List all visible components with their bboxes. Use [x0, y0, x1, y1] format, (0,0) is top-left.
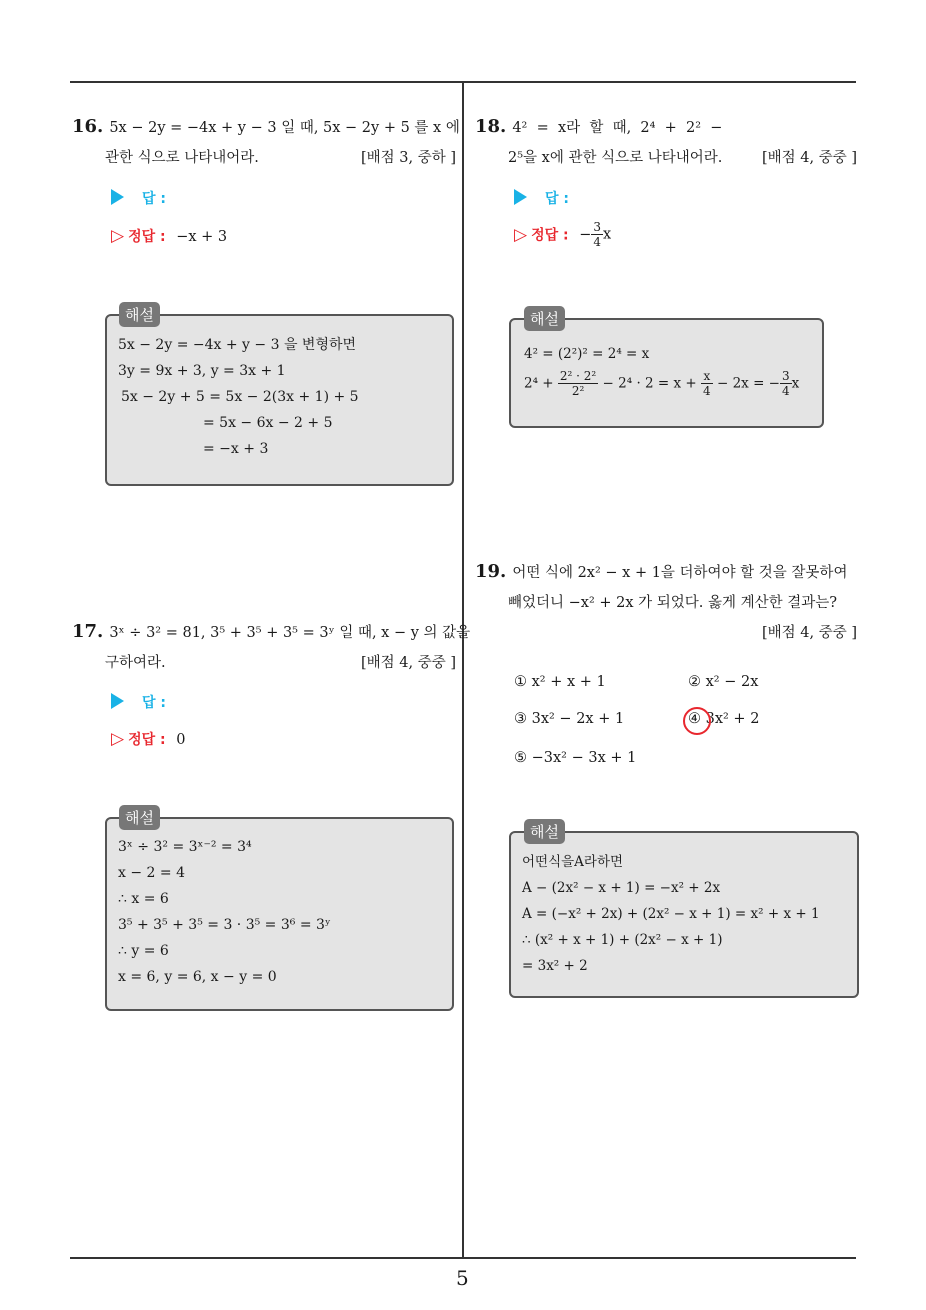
problem-16 [72, 112, 460, 173]
solution-18: 4² = (2²)² = 2⁴ = x 2⁴ + $\frac{\text{2² · 2²}}{\text{2²}}$ − 2⁴ · 2 = x + $\frac{x}{4}$ − 2x = − $\frac{3}{4}$ x [524, 346, 800, 398]
problem-17-score: [배점 4, 중중 ] [360, 655, 456, 671]
choice-3[interactable]: ③ 3x² − 2x + 1 [514, 711, 625, 727]
answer-field-17[interactable]: 답 : [111, 692, 166, 712]
solution-tag-17: 해설 [119, 805, 160, 830]
choice-4[interactable]: ④ 3x² + 2 [688, 711, 760, 727]
problem-19-line2: 빼었더니 −x² + 2x 가 되었다. 옳게 계산한 결과는? [508, 595, 838, 611]
solution-18-line2: 2⁴ + $\frac{\text{2² · 2²}}{\text{2²}}$ − 2⁴ · 2 = x + $\frac{x}{4}$ − 2x = − $\frac{3}{4}$ x [524, 369, 800, 398]
solution-tag-19: 해설 [524, 819, 565, 844]
outline-triangle-icon: ▷ [111, 226, 125, 246]
problem-19 [475, 557, 857, 648]
problem-16-line2: 관한 식으로 나타내어라. [배점 3, 중하 ] [72, 143, 456, 173]
outline-triangle-icon: ▷ [111, 729, 125, 749]
outline-triangle-icon: ▷ [514, 224, 528, 245]
page-number: 5 [456, 1266, 469, 1290]
answer-field-16[interactable]: 답 : [111, 188, 166, 208]
solution-17: 3ˣ ÷ 3² = 3ˣ⁻² = 3⁴ x − 2 = 4 ∴ x = 6 3⁵ + 3⁵ + 3⁵ = 3 · 3⁵ = 3⁶ = 3ʸ ∴ y = 6 x = 6, y = 6, x − y = 0 [118, 839, 331, 985]
selected-answer-circle-icon [683, 707, 711, 735]
problem-17-number: 17. [72, 621, 104, 642]
problem-17-line2: 구하여라. [배점 4, 중중 ] [72, 648, 456, 678]
problem-19-number: 19. [475, 561, 507, 582]
solution-tag-16: 해설 [119, 302, 160, 327]
problem-16-number: 16. [72, 116, 104, 137]
solution-19: 어떤식을A라하면 A − (2x² − x + 1) = −x² + 2x A = (−x² + 2x) + (2x² − x + 1) = x² + x + 1 ∴ (x² + x + 1) + (2x² − x + 1) = 3x² + 2 [522, 854, 820, 974]
problem-17 [72, 617, 471, 678]
play-icon [111, 189, 124, 205]
play-icon [111, 693, 124, 709]
problem-19-line1: 19. 어떤 식에 2x² − x + 1을 더하여야 할 것을 잘못하여 [475, 561, 848, 582]
correct-answer-16: ▷ 정답 : −x + 3 [111, 226, 228, 246]
column-divider [462, 81, 464, 1259]
problem-18-number: 18. [475, 116, 507, 137]
problem-18-score: [배점 4, 중중 ] [761, 150, 857, 166]
choice-2[interactable]: ② x² − 2x [688, 674, 759, 690]
problem-16-score: [배점 3, 중하 ] [360, 150, 456, 166]
problem-18-line2: 2⁵을 x에 관한 식으로 나타내어라. [배점 4, 중중 ] [475, 143, 857, 173]
problem-18-line1: 18. 4² = x라 할 때, 2⁴ + 2² − [475, 116, 723, 137]
bottom-rule [70, 1257, 856, 1259]
answer-field-18[interactable]: 답 : [514, 188, 569, 208]
problem-19-score: [배점 4, 중중 ] [761, 625, 857, 641]
answer-fraction: $\frac{3}{4}$ [593, 220, 602, 249]
play-icon [514, 189, 527, 205]
solution-16: 5x − 2y = −4x + y − 3 을 변형하면 3y = 9x + 3, y = 3x + 1 5x − 2y + 5 = 5x − 2(3x + 1) + 5 = 5x − 6x − 2 + 5 = −x + 3 [118, 337, 359, 457]
problem-18 [475, 112, 857, 173]
correct-answer-18: ▷ 정답 : − $\frac{3}{4}$ x [514, 220, 612, 249]
problem-17-line1: 17. 3ˣ ÷ 3² = 81, 3⁵ + 3⁵ + 3⁵ = 3ʸ 일 때, x − y 의 값을 [72, 621, 471, 642]
choice-5[interactable]: ⑤ −3x² − 3x + 1 [514, 750, 637, 766]
correct-answer-17: ▷ 정답 : 0 [111, 729, 186, 749]
solution-tag-18: 해설 [524, 306, 565, 331]
problem-16-line1: 16. 5x − 2y = −4x + y − 3 일 때, 5x − 2y + 5 를 x 에 [72, 116, 460, 137]
choice-1[interactable]: ① x² + x + 1 [514, 674, 606, 690]
